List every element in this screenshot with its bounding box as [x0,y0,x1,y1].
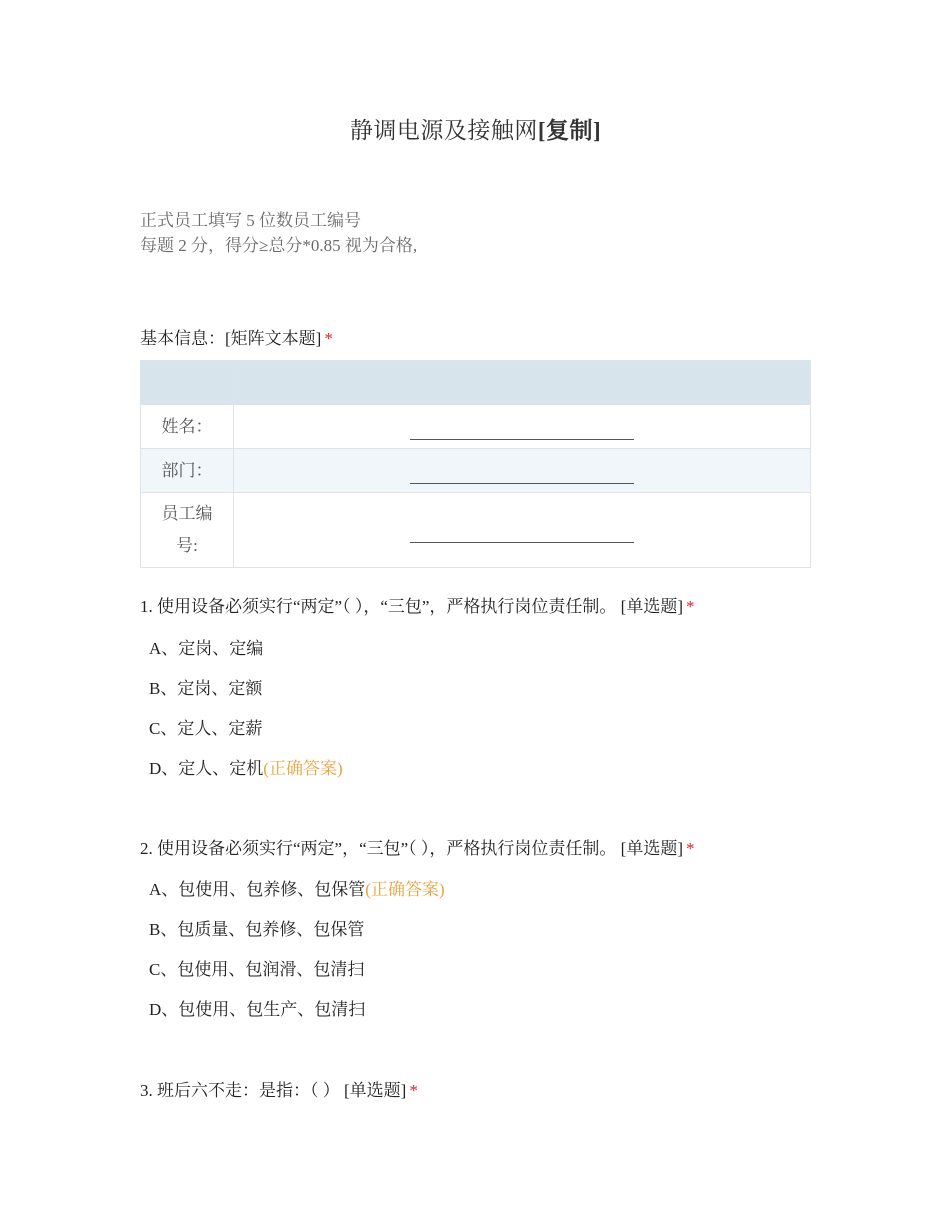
required-mark: * [409,1081,418,1100]
question-1-option-b[interactable] [149,669,343,709]
basic-info-matrix [140,360,811,568]
page-title-text: 静调电源及接触网 [349,118,538,143]
description-line-1: 正式员工填写 5 位数员工编号 [140,211,361,230]
matrix-row-label: 姓名： [141,405,234,449]
question-title-text: 2. 使用设备必须实行“两定”，“三包”（ ），严格执行岗位责任制。 [单选题] [140,839,684,858]
matrix-row-label-line-2: 号: [176,536,198,555]
option-text: C、定人、定薪 [149,719,263,738]
employee-id-input-cell[interactable] [234,493,811,568]
name-input-cell[interactable] [234,405,811,449]
question-2-title [140,834,695,859]
matrix-row-label [141,493,234,568]
option-text: D、定人、定机 [149,759,264,778]
description-line-2: 每题 2 分，得分≥总分*0.85 视为合格, [140,236,418,255]
matrix-row-department [141,449,811,493]
question-1-options [149,629,343,789]
matrix-row-label: 部门： [141,449,234,493]
question-2-option-d[interactable] [149,990,445,1030]
question-1-option-d[interactable] [149,749,343,789]
option-text: D、包使用、包生产、包清扫 [149,1000,366,1019]
correct-answer-tag: (正确答案) [365,880,445,899]
matrix-header-row [141,361,811,405]
question-title-text: 3. 班后六不走：是指：（ ） [单选题] [140,1081,407,1100]
department-input-cell[interactable] [234,449,811,493]
question-title-text: 1. 使用设备必须实行“两定”（ ），“三包”，严格执行岗位责任制。 [单选题] [140,597,684,616]
required-mark: * [324,329,333,348]
name-input-blank[interactable] [410,439,634,440]
matrix-header-field-cell [234,361,811,405]
required-mark: * [686,839,695,858]
matrix-row-name [141,405,811,449]
page-title [140,112,811,145]
option-text: B、定岗、定额 [149,679,263,698]
question-2-option-c[interactable] [149,950,445,990]
option-text: B、包质量、包养修、包保管 [149,920,365,939]
required-mark: * [686,597,695,616]
question-1-option-a[interactable] [149,629,343,669]
question-2-option-a[interactable] [149,870,445,910]
survey-description [140,208,417,258]
option-text: C、包使用、包润滑、包清扫 [149,960,365,979]
basic-info-question-title [140,324,333,349]
question-2-options [149,870,445,1030]
option-text: A、定岗、定编 [149,639,264,658]
employee-id-input-blank[interactable] [410,542,634,543]
matrix-row-label-line-1: 员工编 [161,504,213,523]
option-text: A、包使用、包养修、包保管 [149,880,366,899]
question-1-title [140,592,695,617]
matrix-header-label-cell [141,361,234,405]
department-input-blank[interactable] [410,483,634,484]
question-1-option-c[interactable] [149,709,343,749]
correct-answer-tag: (正确答案) [263,759,343,778]
question-3-title [140,1076,418,1101]
matrix-row-employee-id [141,493,811,568]
question-2-option-b[interactable] [149,910,445,950]
question-title-text: 基本信息：[矩阵文本题] [140,329,322,348]
page-title-suffix: [复制] [537,118,602,143]
